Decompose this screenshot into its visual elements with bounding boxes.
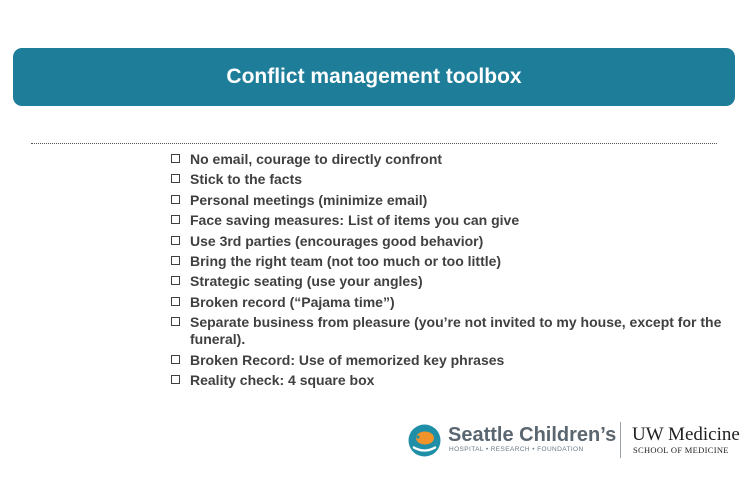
checkbox-icon (171, 174, 180, 183)
checkbox-icon (171, 317, 180, 326)
checkbox-icon (171, 355, 180, 364)
bullet-text: Broken record (“Pajama time”) (190, 293, 395, 310)
list-item (171, 294, 736, 311)
checkbox-icon (171, 154, 180, 163)
bullet-text: Stick to the facts (190, 171, 303, 188)
list-item (171, 273, 736, 290)
logo-divider (620, 422, 621, 458)
bullet-text: No email, courage to directly confront (190, 151, 443, 167)
seattle-childrens-name: Seattle Children’s (448, 424, 617, 446)
uw-medicine-name: UW Medicine (632, 424, 740, 445)
checkbox-icon (171, 256, 180, 265)
page-title: Conflict management toolbox (226, 65, 522, 88)
list-item (171, 314, 736, 348)
bullet-list (171, 151, 736, 392)
checkbox-icon (171, 195, 180, 204)
list-item (171, 171, 736, 188)
checkbox-icon (171, 215, 180, 224)
checkbox-icon (171, 276, 180, 285)
list-item (171, 233, 736, 250)
footer-logos (408, 422, 743, 458)
bullet-text: Personal meetings (minimize email) (190, 191, 428, 208)
seattle-childrens-tagline: HOSPITAL • RESEARCH • FOUNDATION (449, 446, 584, 453)
seattle-childrens-emblem-icon (408, 424, 441, 457)
list-item (171, 253, 736, 270)
uw-medicine-tagline: SCHOOL OF MEDICINE (633, 445, 729, 455)
checkbox-icon (171, 375, 180, 384)
list-item (171, 192, 736, 209)
bullet-text: Face saving measures: List of items you can give (190, 212, 520, 229)
bullet-text: Strategic seating (use your angles) (190, 273, 423, 290)
list-item (171, 352, 736, 369)
list-item (171, 372, 736, 389)
bullet-text: Bring the right team (not too much or too little) (190, 252, 502, 269)
list-item (171, 212, 736, 229)
checkbox-icon (171, 297, 180, 306)
bullet-text: Reality check: 4 square box (190, 371, 375, 388)
bullet-text: Use 3rd parties (encourages good behavior) (190, 232, 484, 249)
checkbox-icon (171, 236, 180, 245)
divider (31, 143, 717, 144)
bullet-text: Separate business from pleasure (you’re not invited to my house, except for the funeral). (190, 314, 722, 348)
list-item (171, 151, 736, 168)
bullet-text: Broken Record: Use of memorized key phrases (190, 351, 505, 368)
title-banner (13, 48, 735, 106)
